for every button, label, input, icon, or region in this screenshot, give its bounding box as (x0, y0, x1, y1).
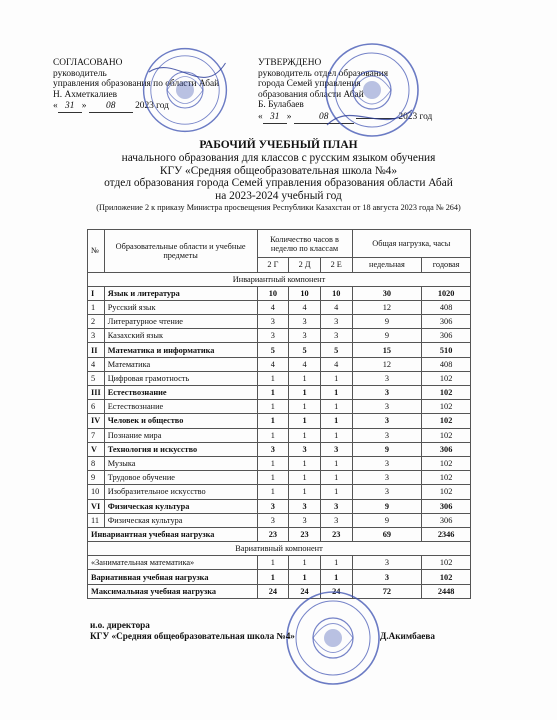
row-value: 3 (257, 442, 289, 456)
row-value: 3 (289, 315, 321, 329)
row-number: 4 (88, 357, 105, 371)
row-value: 1 (289, 471, 321, 485)
row-value: 306 (422, 315, 471, 329)
row-value: 1 (320, 471, 352, 485)
row-value: 3 (320, 315, 352, 329)
row-value: 306 (422, 513, 471, 527)
table-row (88, 556, 471, 570)
table-row (88, 371, 471, 385)
table-row (88, 471, 471, 485)
total-value: 1 (257, 570, 289, 584)
row-value: 102 (422, 400, 471, 414)
row-subject: Физическая культура (104, 513, 257, 527)
approval-line: руководитель отдел образования (258, 68, 389, 79)
row-value: 3 (257, 329, 289, 343)
title-main: РАБОЧИЙ УЧЕБНЫЙ ПЛАН (199, 139, 358, 151)
col-header-subject: Образовательные области и учебные предметы (104, 230, 257, 273)
row-value: 3 (289, 513, 321, 527)
row-value: 3 (289, 442, 321, 456)
row-value: 4 (320, 357, 352, 371)
row-value: 3 (352, 400, 422, 414)
row-value: 4 (320, 300, 352, 314)
approval-line: Б. Булабаев (258, 100, 304, 111)
row-subject: Казахский язык (104, 329, 257, 343)
row-value: 3 (352, 386, 422, 400)
table-row (88, 414, 471, 428)
row-value: 4 (257, 357, 289, 371)
table-row (88, 286, 471, 300)
row-subject: Изобразительное искусство (104, 485, 257, 499)
row-value: 1 (320, 428, 352, 442)
row-value: 3 (257, 513, 289, 527)
section-title: Инвариантный компонент (88, 272, 471, 286)
row-value: 15 (352, 343, 422, 357)
table-row (88, 542, 471, 556)
col-header-grade: 2 Д (289, 258, 321, 273)
approval-month: 08 (89, 101, 133, 113)
total-value: 72 (352, 584, 422, 598)
table-row (88, 442, 471, 456)
row-value: 1 (289, 456, 321, 470)
row-value: 4 (257, 300, 289, 314)
row-value: 3 (320, 442, 352, 456)
row-number: IV (88, 414, 105, 428)
row-number: 7 (88, 428, 105, 442)
title-school: КГУ «Средняя общеобразовательная школа №4» (159, 164, 398, 177)
row-subject: Математика и информатика (104, 343, 257, 357)
row-value: 1 (320, 371, 352, 385)
row-value: 306 (422, 442, 471, 456)
row-value: 3 (352, 471, 422, 485)
col-header-annual: годовая (422, 258, 471, 273)
row-value: 1 (289, 428, 321, 442)
title-line: отдел образования города Семей управления образования области Абай (104, 177, 453, 190)
row-subject: Естествознание (104, 386, 257, 400)
col-header-hours: Количество часов в неделю по классам (257, 230, 352, 258)
signature-role: и.о. директора (90, 620, 150, 630)
row-value: 3 (289, 499, 321, 513)
row-value: 10 (289, 286, 321, 300)
row-number: 6 (88, 400, 105, 414)
row-number: 11 (88, 513, 105, 527)
table-row (88, 485, 471, 499)
total-value: 69 (352, 527, 422, 541)
row-subject: Человек и общество (104, 414, 257, 428)
title-line: начального образования для классов с русским языком обучения (121, 152, 436, 164)
col-header-weekly: недельная (352, 258, 422, 273)
row-value: 408 (422, 300, 471, 314)
row-value: 510 (422, 343, 471, 357)
table-row (88, 456, 471, 470)
row-subject: Познание мира (104, 428, 257, 442)
total-label: Вариативная учебная нагрузка (88, 570, 258, 584)
approval-day: 31 (263, 112, 287, 124)
row-value: 1 (257, 556, 289, 570)
row-value: 10 (257, 286, 289, 300)
row-value: 102 (422, 428, 471, 442)
total-value: 23 (289, 527, 321, 541)
row-number: 10 (88, 485, 105, 499)
row-value: 3 (352, 456, 422, 470)
row-value: 5 (257, 343, 289, 357)
row-value: 102 (422, 556, 471, 570)
row-value: 1 (289, 386, 321, 400)
row-number: VI (88, 499, 105, 513)
row-subject: Трудовое обучение (104, 471, 257, 485)
row-value: 306 (422, 329, 471, 343)
row-number: 8 (88, 456, 105, 470)
row-number: 3 (88, 329, 105, 343)
signature-org: КГУ «Средняя общеобразовательная школа №4» (90, 631, 295, 641)
row-value: 9 (352, 513, 422, 527)
row-number: 9 (88, 471, 105, 485)
row-value: 1 (257, 471, 289, 485)
row-subject: Математика (104, 357, 257, 371)
table-row (88, 428, 471, 442)
row-value: 1 (257, 400, 289, 414)
row-subject: Русский язык (104, 300, 257, 314)
approval-heading: УТВЕРЖДЕНО (258, 58, 322, 68)
row-value: 3 (320, 329, 352, 343)
row-value: 9 (352, 499, 422, 513)
row-number: II (88, 343, 105, 357)
table-row (88, 386, 471, 400)
row-subject: Технология и искусство (104, 442, 257, 456)
row-number: V (88, 442, 105, 456)
row-value: 1020 (422, 286, 471, 300)
official-seal-bottom (283, 588, 383, 688)
table-row (88, 400, 471, 414)
row-value: 1 (320, 456, 352, 470)
row-value: 1 (257, 428, 289, 442)
row-value: 102 (422, 386, 471, 400)
approval-month: 08 (294, 112, 354, 124)
row-subject: Музыка (104, 456, 257, 470)
row-value: 5 (289, 343, 321, 357)
total-label: Максимальная учебная нагрузка (88, 584, 258, 598)
approval-year: 2023 год (135, 101, 169, 112)
row-value: 4 (289, 357, 321, 371)
col-header-grade: 2 Г (257, 258, 289, 273)
row-value: 3 (257, 315, 289, 329)
approval-year: 2023 год (398, 111, 433, 122)
approval-line: образования области Абай (258, 89, 364, 100)
col-header-load: Общая нагрузка, часы (352, 230, 470, 258)
row-value: 3 (352, 428, 422, 442)
table-row (88, 357, 471, 371)
row-value: 102 (422, 471, 471, 485)
total-value: 24 (257, 584, 289, 598)
row-subject: Естествознание (104, 400, 257, 414)
row-value: 1 (320, 414, 352, 428)
row-value: 102 (422, 371, 471, 385)
row-subject: Физическая культура (104, 499, 257, 513)
row-number: 5 (88, 371, 105, 385)
row-value: 1 (257, 485, 289, 499)
total-row (88, 570, 471, 584)
total-value: 1 (320, 570, 352, 584)
row-value: 9 (352, 315, 422, 329)
document-title (0, 139, 557, 213)
total-value: 1 (289, 570, 321, 584)
row-value: 1 (320, 556, 352, 570)
row-value: 1 (257, 371, 289, 385)
table-row (88, 343, 471, 357)
row-value: 1 (289, 400, 321, 414)
approval-line: управления образования по области Абай (53, 79, 220, 90)
row-number: 2 (88, 315, 105, 329)
row-value: 102 (422, 414, 471, 428)
approval-date: « 31 » 08 2023 год (258, 111, 433, 122)
table-row (88, 513, 471, 527)
approval-line: руководитель (53, 68, 107, 79)
signature-name: Д.Акимбаева (380, 631, 435, 641)
row-value: 3 (352, 556, 422, 570)
row-value: 3 (320, 499, 352, 513)
row-value: 306 (422, 499, 471, 513)
row-value: 4 (289, 300, 321, 314)
table-row (88, 329, 471, 343)
row-value: 102 (422, 456, 471, 470)
row-value: 1 (320, 400, 352, 414)
row-value: 1 (289, 556, 321, 570)
row-subject: Язык и литература (104, 286, 257, 300)
row-value: 9 (352, 329, 422, 343)
signature-block (90, 620, 435, 642)
row-value: 1 (289, 371, 321, 385)
approval-day: 31 (58, 101, 82, 113)
row-value: 102 (422, 485, 471, 499)
row-value: 3 (257, 499, 289, 513)
approval-block-right (258, 58, 458, 124)
total-value: 23 (320, 527, 352, 541)
row-value: 408 (422, 357, 471, 371)
row-value: 3 (352, 485, 422, 499)
curriculum-table (87, 229, 471, 599)
row-number: 1 (88, 300, 105, 314)
row-value: 1 (320, 485, 352, 499)
approval-block-left (53, 58, 223, 113)
row-value: 1 (289, 485, 321, 499)
row-value: 12 (352, 300, 422, 314)
title-year: на 2023-2024 учебный год (215, 189, 342, 202)
row-value: 1 (289, 414, 321, 428)
row-value: 10 (320, 286, 352, 300)
row-value: 3 (352, 371, 422, 385)
table-row (88, 300, 471, 314)
total-row (88, 584, 471, 598)
row-value: 1 (257, 456, 289, 470)
total-row (88, 527, 471, 541)
row-subject: Литературное чтение (104, 315, 257, 329)
total-value: 2346 (422, 527, 471, 541)
row-value: 30 (352, 286, 422, 300)
title-note: (Приложение 2 к приказу Министра просвещения Республики Казахстан от 18 августа 2023 года № 264) (96, 203, 461, 213)
row-number: I (88, 286, 105, 300)
row-value: 3 (352, 414, 422, 428)
row-value: 9 (352, 442, 422, 456)
row-subject: Цифровая грамотность (104, 371, 257, 385)
row-value: 3 (320, 513, 352, 527)
row-value: 1 (320, 386, 352, 400)
row-number: III (88, 386, 105, 400)
row-value: 3 (289, 329, 321, 343)
row-value: 1 (257, 414, 289, 428)
total-value: 2448 (422, 584, 471, 598)
total-value: 23 (257, 527, 289, 541)
approval-date: « 31 » 08 2023 год (53, 101, 169, 112)
col-header-num: № (88, 230, 105, 273)
total-value: 3 (352, 570, 422, 584)
approval-line: Н. Ахметкалиев (53, 89, 118, 100)
approval-heading: СОГЛАСОВАНО (53, 58, 123, 68)
total-value: 102 (422, 570, 471, 584)
row-value: 5 (320, 343, 352, 357)
row-subject: «Занимательная математика» (88, 556, 258, 570)
table-row (88, 315, 471, 329)
col-header-grade: 2 Е (320, 258, 352, 273)
row-value: 12 (352, 357, 422, 371)
approval-line: города Семей управления (258, 79, 361, 90)
total-label: Инвариантная учебная нагрузка (88, 527, 258, 541)
total-value: 24 (320, 584, 352, 598)
total-value: 24 (289, 584, 321, 598)
row-value: 1 (257, 386, 289, 400)
section-title: Вариативный компонент (88, 542, 471, 556)
table-row (88, 499, 471, 513)
